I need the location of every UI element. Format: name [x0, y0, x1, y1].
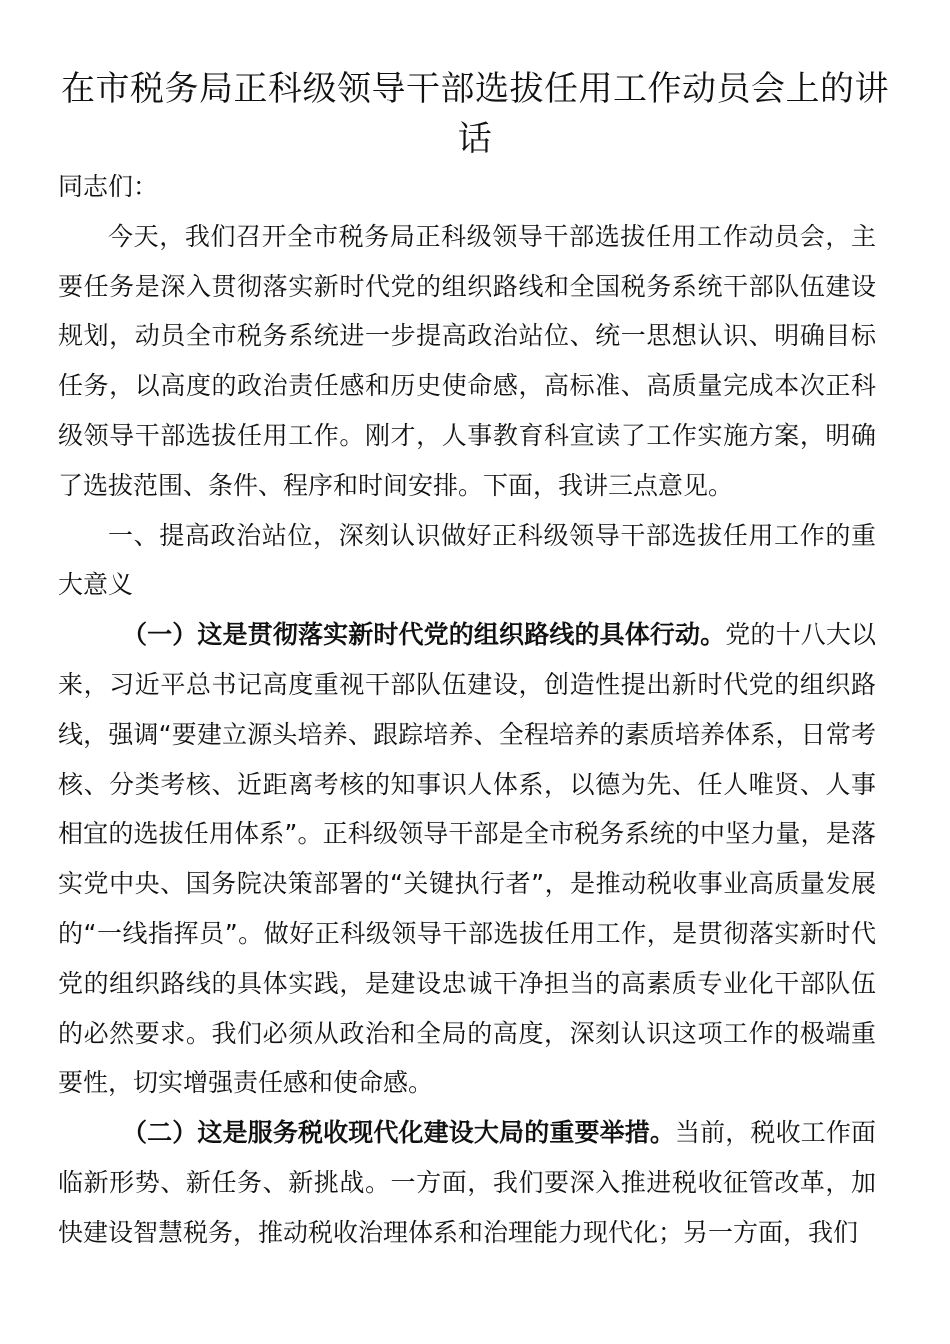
intro-paragraph: 今天，我们召开全市税务局正科级领导干部选拔任用工作动员会，主要任务是深入贯彻落实新时代党的组织路线和全国税务系统干部队伍建设规划，动员全市税务系统进一步提高政治站位、统一思想认识、明确目标任务，以高度的政治责任感和历史使命感，高标准、高质量完成本次正科级领导干部选拔任用工作。刚才，人事教育科宣读了工作实施方案，明确了选拔范围、条件、程序和时间安排。下面，我讲三点意见。 — [58, 221, 876, 500]
salutation: 同志们： — [58, 172, 159, 201]
subsection-1-paragraph — [58, 610, 876, 1108]
subsection-1-body: 党的十八大以来，习近平总书记高度重视干部队伍建设，创造性提出新时代党的组织路线，强调“要建立源头培养、跟踪培养、全程培养的素质培养体系，日常考核、分类考核、近距离考核的知事识人体系，以德为先、任人唯贤、人事相宜的选拔任用体系”。正科级领导干部是全市税务系统的中坚力量，是落实党中央、国务院决策部署的“关键执行者”，是推动税收事业高质量发展的“一线指挥员”。做好正科级领导干部选拔任用工作，是贯彻落实新时代党的组织路线的具体实践，是建设忠诚干净担当的高素质专业化干部队伍的必然要求。我们必须从政治和全局的高度，深刻认识这项工作的极端重要性，切实增强责任感和使命感。 — [58, 620, 876, 1098]
section-1-heading: 一、提高政治站位，深刻认识做好正科级领导干部选拔任用工作的重大意义 — [58, 520, 876, 600]
subsection-2-body: 当前，税收工作面临新形势、新任务、新挑战。一方面，我们要深入推进税收征管改革，加快建设智慧税务，推动税收治理体系和治理能力现代化；另一方面，我们 — [58, 1118, 876, 1247]
subsection-1-lead: （一）这是贯彻落实新时代党的组织路线的具体行动。 — [122, 620, 726, 650]
subsection-2-lead: （二）这是服务税收现代化建设大局的重要举措。 — [122, 1118, 676, 1148]
document-body — [58, 162, 876, 1258]
document-title: 在市税务局正科级领导干部选拔任用工作动员会上的讲话 — [61, 69, 889, 159]
subsection-2-paragraph — [58, 1108, 876, 1257]
